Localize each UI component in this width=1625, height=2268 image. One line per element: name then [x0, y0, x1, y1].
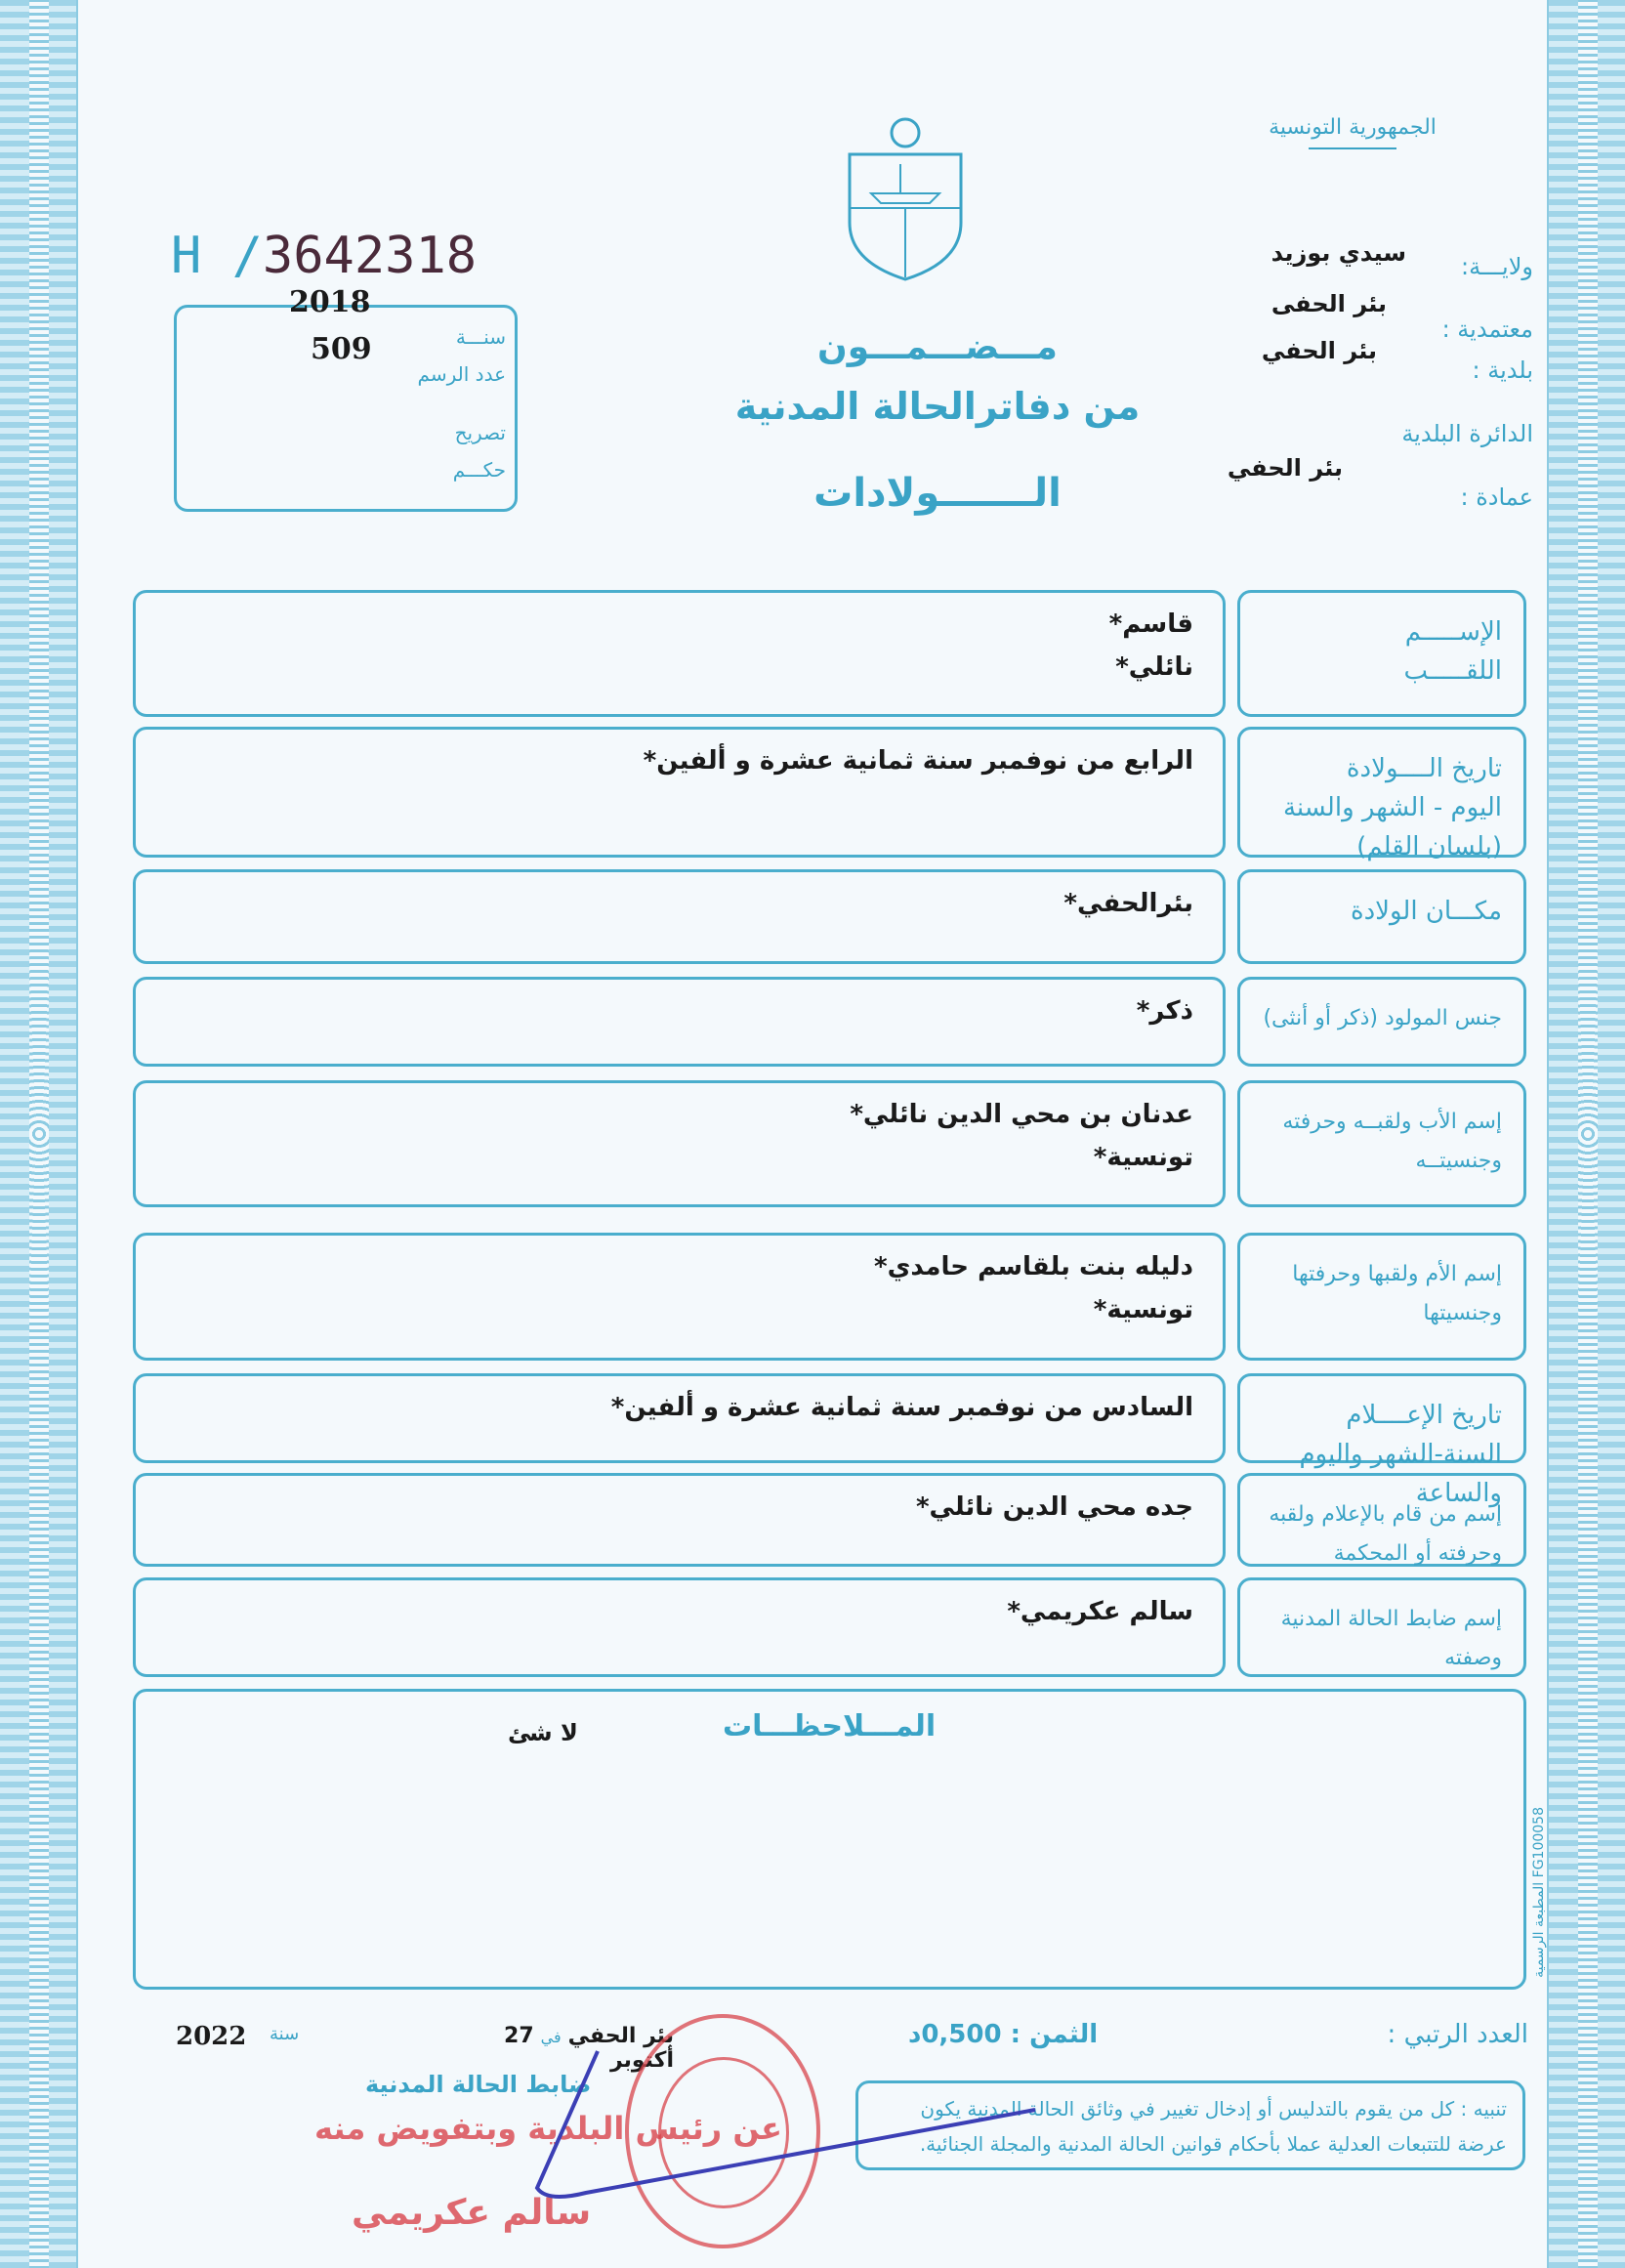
field-label-box	[1237, 590, 1526, 717]
field-label-box	[1237, 869, 1526, 964]
field-label-box	[1237, 1373, 1526, 1508]
stamp-name: سالم عكريمي	[352, 2193, 592, 2233]
field-label: إسم ضابط الحالة المدنية	[1280, 1607, 1502, 1631]
field-label: تاريخ الــــولادة	[1346, 754, 1502, 783]
document-title	[684, 327, 1191, 516]
price-label: الثمن :	[1010, 2020, 1099, 2049]
field-label-box	[1237, 1080, 1526, 1207]
title-line3: الـــــــولادات	[813, 471, 1062, 516]
field-value-box	[133, 727, 1226, 858]
wilaya-value: سيدي بوزيد	[1271, 239, 1406, 267]
decorative-border-right	[1547, 0, 1625, 2268]
field-value-box	[133, 977, 1226, 1067]
decorative-border-left	[0, 0, 78, 2268]
wilaya-label: ولايـــة:	[1460, 253, 1533, 280]
field-label: الإســـــم	[1404, 617, 1502, 647]
republic-heading	[1260, 115, 1445, 149]
field-label: وصفته	[1444, 1646, 1502, 1670]
field-label: وجنسيتــه	[1415, 1149, 1502, 1173]
remarks-value: لا شئ	[508, 1719, 578, 1746]
issue-place: بئر الحفي	[567, 2024, 674, 2048]
field-value: بئرالحفي*	[1063, 889, 1193, 918]
warning-text: تنبيه : كل من يقوم بالتدليس أو إدخال تغيير في وثائق الحالة المدنية يكون عرضة للتتبعات العدلية عملا بأحكام قوانين الحالة المدنية والمجلة الجنائية.	[919, 2097, 1507, 2156]
field-label: جنس المولود (ذكر أو أنثى)	[1263, 1006, 1502, 1030]
field-label: تاريخ الإعــــلام	[1346, 1401, 1502, 1430]
republic-text: الجمهورية التونسية	[1269, 115, 1437, 140]
field-value: قاسم*	[1108, 609, 1193, 639]
field-label: اللقـــــب	[1403, 656, 1502, 686]
field-value-box	[133, 1233, 1226, 1361]
remarks-label: المـــلاحظـــات	[723, 1709, 937, 1743]
record-number: 509	[311, 332, 372, 366]
divider	[1309, 147, 1396, 149]
field-label: إسم الأم ولقبها وحرفتها	[1292, 1262, 1502, 1286]
date-prefix: في	[540, 2028, 562, 2046]
field-label: وحرفته أو المحكمة	[1333, 1541, 1502, 1566]
judgment-label: حكـــم	[452, 458, 506, 482]
field-label: (بلسان القلم)	[1356, 832, 1502, 861]
field-label-box	[1237, 727, 1526, 861]
field-value: ذكر*	[1136, 996, 1193, 1026]
field-value-box	[133, 590, 1226, 717]
field-label: إسم الأب ولقبــه وحرفته	[1282, 1110, 1502, 1134]
declaration-label: تصريح	[454, 421, 506, 444]
field-value-box	[133, 1373, 1226, 1463]
printer-mark: المطبعة الرسمية FG100058	[1531, 1807, 1547, 1978]
record-labels	[371, 318, 506, 488]
field-label-box	[1237, 1577, 1526, 1677]
title-line1: مـــضـــمـــون	[817, 327, 1058, 367]
field-label: السنة-الشهر واليوم والساعة	[1299, 1440, 1502, 1508]
serial-prefix: H /	[171, 227, 263, 285]
field-value: تونسية*	[1093, 1143, 1193, 1172]
year-label: سنة	[270, 2024, 300, 2044]
daira-label: الدائرة البلدية	[1401, 420, 1533, 447]
field-value: السادس من نوفمبر سنة ثمانية عشرة و ألفين*	[610, 1393, 1193, 1422]
field-value: الرابع من نوفمبر سنة ثمانية عشرة و ألفين*	[643, 746, 1193, 776]
field-value-box	[133, 1080, 1226, 1207]
stamp-delegation: عن رئيس البلدية وبتفويض منه	[314, 2110, 782, 2147]
year-label: سنـــة	[455, 325, 506, 349]
serial-value: 3642318	[262, 227, 478, 285]
field-label-box	[1237, 1473, 1526, 1567]
field-value: جده محي الدين نائلي*	[915, 1492, 1193, 1522]
field-value-box	[133, 1577, 1226, 1677]
field-label: مكـــان الولادة	[1350, 897, 1502, 926]
daira-value: بئر الحفي	[1227, 454, 1343, 482]
field-value-box	[133, 1473, 1226, 1567]
imada-label: عمادة :	[1460, 483, 1533, 511]
field-label: إسم من قام بالإعلام ولقبه	[1269, 1502, 1502, 1527]
field-value: عدنان بن محي الدين نائلي*	[850, 1100, 1193, 1129]
signature	[508, 2041, 1055, 2207]
title-line2: من دفاترالحالة المدنية	[734, 385, 1141, 428]
serial-number	[171, 227, 477, 285]
field-value: نائلي*	[1115, 652, 1193, 682]
record-year: 2018	[289, 285, 371, 319]
field-label-box	[1237, 1233, 1526, 1361]
field-value: تونسية*	[1093, 1295, 1193, 1324]
issue-date-value: 27 أكتوبر	[504, 2024, 674, 2073]
field-label: اليوم - الشهر والسنة	[1282, 793, 1502, 822]
baladia-label: بلدية :	[1472, 357, 1533, 384]
field-label-box	[1237, 977, 1526, 1067]
officer-title: ضابط الحالة المدنية	[365, 2071, 592, 2098]
serial-label: العدد الرتبي :	[1387, 2020, 1528, 2049]
price-value: 0,500د	[908, 2020, 1002, 2049]
motamadia-label: معتمدية :	[1441, 315, 1533, 343]
issue-year: 2022	[176, 2022, 247, 2051]
field-value-box	[133, 869, 1226, 964]
coat-of-arms-emblem	[842, 115, 969, 281]
field-value: سالم عكريمي*	[1007, 1597, 1193, 1626]
field-label: وجنسيتها	[1423, 1301, 1502, 1325]
field-value: دليله بنت بلقاسم حامدي*	[873, 1252, 1193, 1281]
number-label: عدد الرسم	[417, 362, 506, 386]
baladia-value: بئر الحفي	[1261, 337, 1377, 364]
motamadia-value: بئر الحفى	[1271, 290, 1387, 317]
